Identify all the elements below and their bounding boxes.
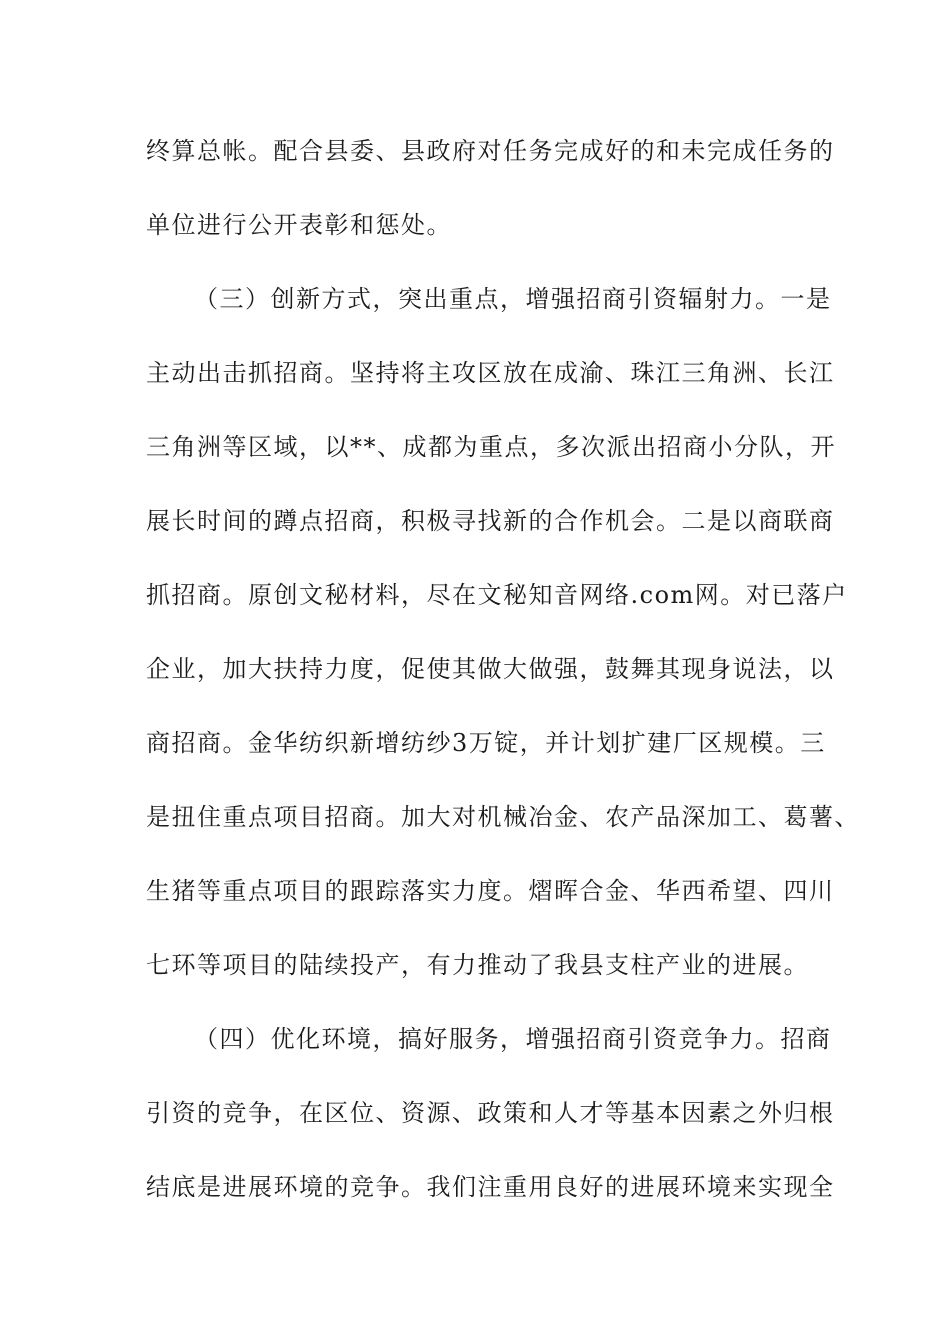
- text-line: 七环等项目的陆续投产，有力推动了我县支柱产业的进展。: [146, 951, 809, 979]
- text-line: 结底是进展环境的竞争。我们注重用良好的进展环境来实现全: [146, 1173, 835, 1201]
- section-heading-line: （四）优化环境，搞好服务，增强招商引资竞争力。招商: [194, 1025, 832, 1053]
- body-text: [146, 129, 860, 1239]
- text-line: 三角洲等区域，以**、成都为重点，多次派出招商小分队，开: [146, 433, 836, 461]
- text-line: 主动出击抓招商。坚持将主攻区放在成渝、珠江三角洲、长江: [146, 359, 835, 387]
- section-heading-line: （三）创新方式，突出重点，增强招商引资辐射力。一是: [194, 285, 832, 313]
- text-line: 商招商。金华纺织新增纺纱3万锭，并计划扩建厂区规模。三: [146, 729, 826, 757]
- text-line: 是扭住重点项目招商。加大对机械冶金、农产品深加工、葛薯、: [146, 803, 860, 831]
- text-line: 终算总帐。配合县委、县政府对任务完成好的和未完成任务的: [146, 137, 835, 165]
- text-line: 展长时间的蹲点招商，积极寻找新的合作机会。二是以商联商: [146, 507, 835, 535]
- text-line: 抓招商。原创文秘材料，尽在文秘知音网络.com网。对已落户: [146, 581, 848, 609]
- text-line: 企业，加大扶持力度，促使其做大做强，鼓舞其现身说法，以: [146, 655, 835, 683]
- text-line: 引资的竞争，在区位、资源、政策和人才等基本因素之外归根: [146, 1099, 835, 1127]
- text-line: 单位进行公开表彰和惩处。: [146, 211, 452, 239]
- text-line: 生猪等重点项目的跟踪落实力度。熠晖合金、华西希望、四川: [146, 877, 835, 905]
